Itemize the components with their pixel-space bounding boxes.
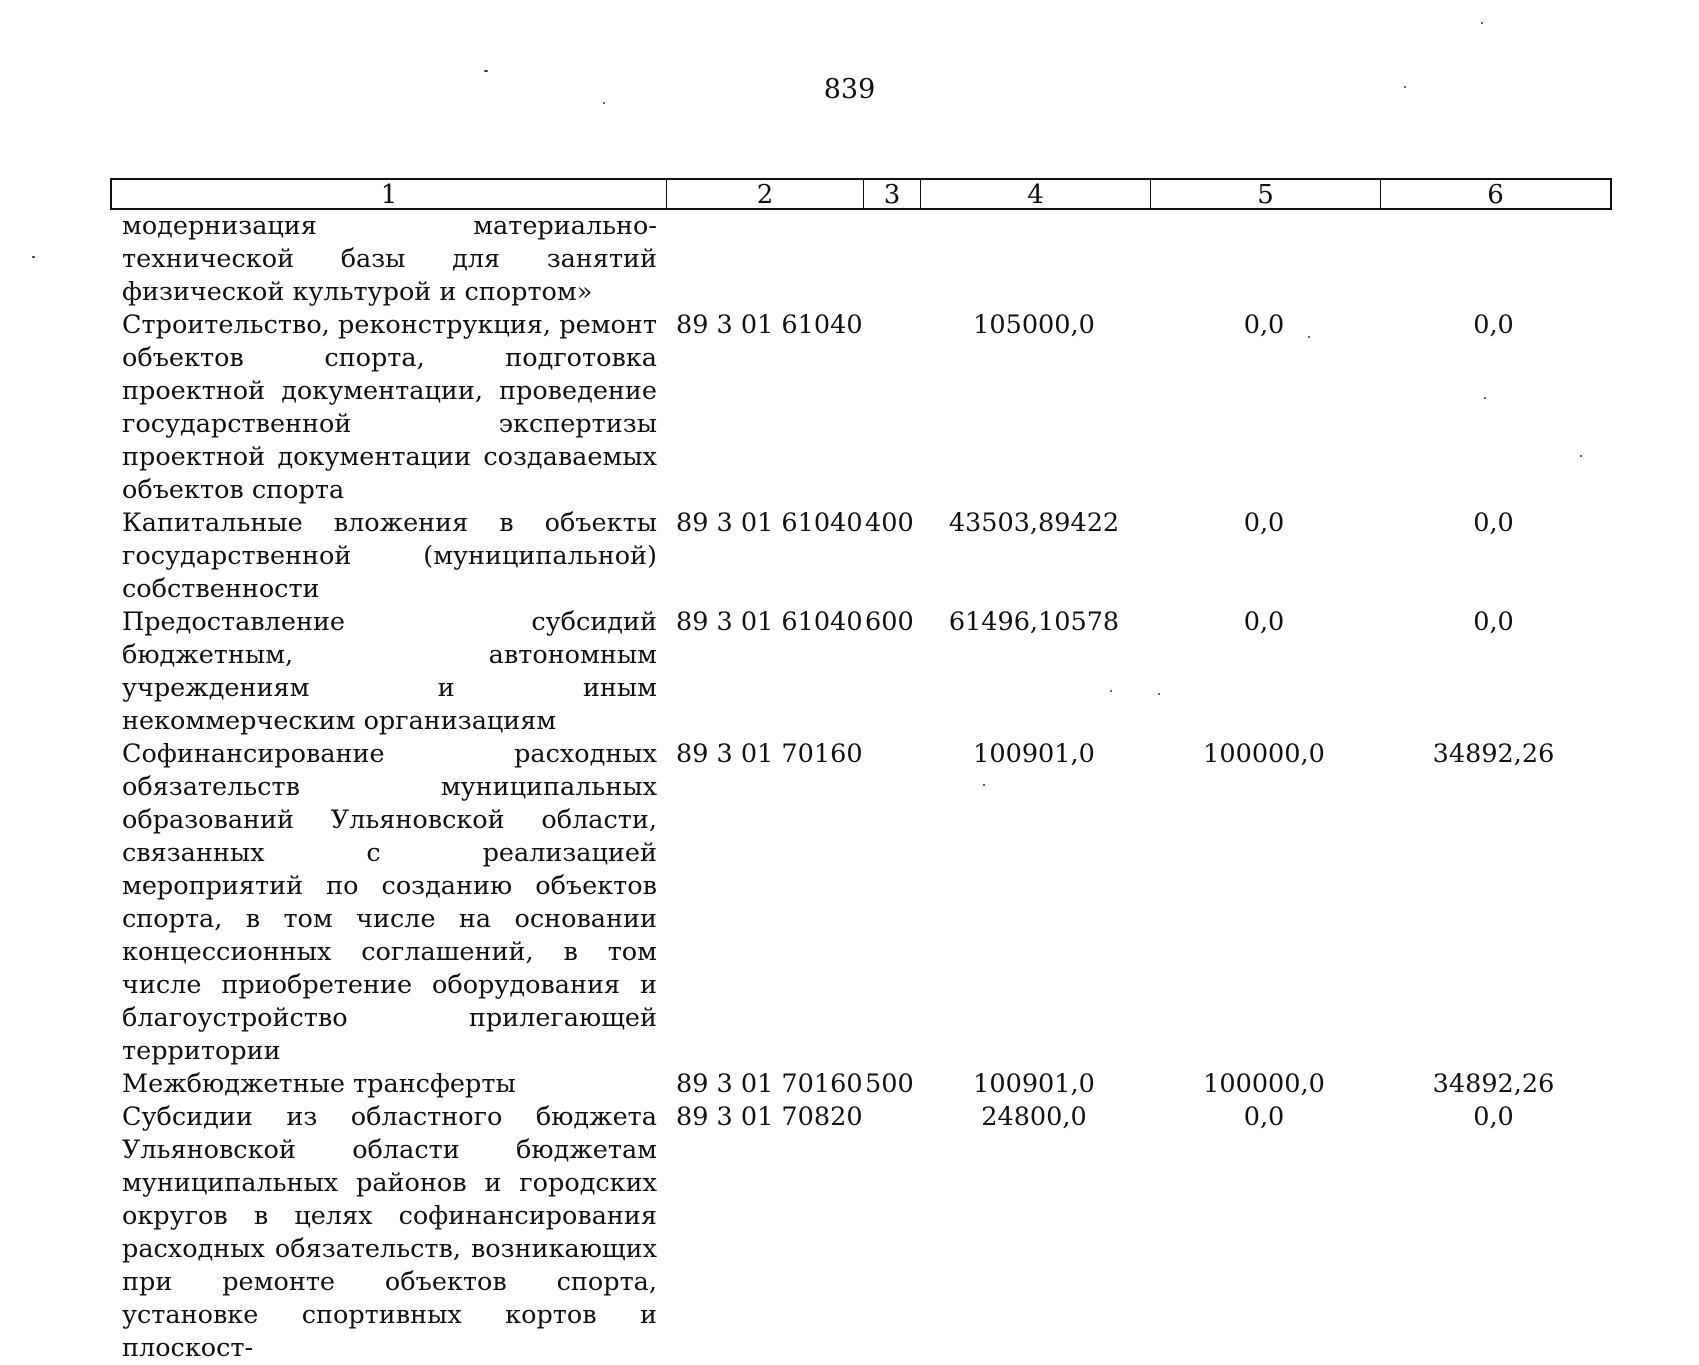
row-value-col5: 0,0: [1243, 607, 1285, 637]
table-body: [110, 210, 1612, 1365]
row-value-col6: 34892,26: [1432, 739, 1555, 769]
row-value-col4: 24800,0: [981, 1102, 1087, 1132]
table-row: [110, 738, 1612, 1068]
scan-speck: [1580, 455, 1582, 457]
column-header-2: 2: [667, 180, 864, 208]
row-value-col6: 0,0: [1473, 1102, 1514, 1132]
row-target-code: [665, 210, 862, 309]
row-value-col5: [1149, 210, 1379, 309]
row-expense-type: [862, 309, 919, 507]
scan-speck: [1308, 336, 1310, 338]
row-value-col4: 43503,89422: [948, 508, 1120, 538]
row-target-code: 89 3 01 61040: [676, 508, 863, 538]
scan-speck: [484, 70, 488, 72]
row-expense-type: 600: [865, 607, 914, 637]
row-description: Строительство, реконструкция, ремонт объектов спорта, подготовка проектной документации, проведение государственной экспертизы проектной документации создаваемых объектов спорта: [122, 310, 657, 505]
row-target-code: 89 3 01 61040: [676, 607, 863, 637]
scan-speck: [983, 784, 985, 786]
row-value-col4: 105000,0: [973, 310, 1095, 340]
row-description: Предоставление субсидий бюджетным, автономным учреждениям и иным некоммерческим организациям: [122, 607, 657, 736]
row-value-col5: 100000,0: [1203, 1069, 1325, 1099]
table-row: [110, 507, 1612, 606]
row-expense-type: [862, 1101, 919, 1365]
row-target-code: 89 3 01 61040: [676, 310, 863, 340]
column-header-6: 6: [1487, 180, 1504, 210]
row-expense-type: [862, 738, 919, 1068]
scan-speck: [1110, 690, 1112, 692]
row-description: Капитальные вложения в объекты государственной (муниципальной) собственности: [122, 508, 657, 604]
row-target-code: 89 3 01 70820: [676, 1102, 863, 1132]
row-value-col6: 0,0: [1473, 607, 1514, 637]
row-value-col4: 100901,0: [973, 1069, 1095, 1099]
column-header-1: 1: [112, 180, 667, 208]
column-header-4: 4: [921, 180, 1151, 208]
table-row: [110, 309, 1612, 507]
row-description: модернизация материально-технической базы для занятий физической культурой и спортом»: [122, 211, 657, 307]
row-expense-type: 500: [865, 1069, 914, 1099]
row-value-col5: 100000,0: [1203, 739, 1325, 769]
row-value-col5: 0,0: [1243, 1102, 1285, 1132]
row-value-col4: 61496,10578: [948, 607, 1120, 637]
page-number: 839: [823, 74, 876, 105]
row-target-code: 89 3 01 70160: [676, 1069, 863, 1099]
row-value-col6: 0,0: [1473, 310, 1514, 340]
row-expense-type: 400: [865, 508, 914, 538]
row-description: Межбюджетные трансферты: [122, 1069, 516, 1099]
table-row: [110, 1101, 1612, 1365]
row-target-code: 89 3 01 70160: [676, 739, 863, 769]
row-value-col4: [919, 210, 1149, 309]
scan-speck: [32, 256, 35, 258]
scan-speck: [1404, 86, 1406, 88]
scan-speck: [1481, 22, 1483, 24]
row-value-col6: 34892,26: [1432, 1069, 1555, 1099]
table-row: [110, 210, 1612, 309]
row-expense-type: [862, 210, 919, 309]
table-row: [110, 606, 1612, 738]
column-header-3: 3: [864, 180, 921, 208]
row-value-col6: 0,0: [1473, 508, 1514, 538]
scan-speck: [1158, 693, 1160, 695]
table-header-row: [110, 178, 1612, 210]
scan-speck: [603, 102, 605, 104]
table-row: [110, 1068, 1612, 1101]
row-description: Софинансирование расходных обязательств муниципальных образований Ульяновской области, связанных с реализацией мероприятий по созданию объектов спорта, в том числе на основании концессионных соглашений, в том числе приобретение оборудования и благоустройство прилегающей территории: [122, 739, 657, 1066]
row-value-col6: [1379, 210, 1608, 309]
scan-speck: [1484, 397, 1486, 399]
budget-table: [110, 178, 1612, 1365]
row-description: Субсидии из областного бюджета Ульяновской области бюджетам муниципальных районов и городских округов в целях софинансирования расходных обязательств, возникающих при ремонте объектов спорта, установке спортивных кортов и плоскост-: [122, 1102, 657, 1363]
row-value-col4: 100901,0: [973, 739, 1095, 769]
row-value-col5: 0,0: [1243, 310, 1285, 340]
row-value-col5: 0,0: [1243, 508, 1285, 538]
column-header-5: 5: [1151, 180, 1381, 208]
